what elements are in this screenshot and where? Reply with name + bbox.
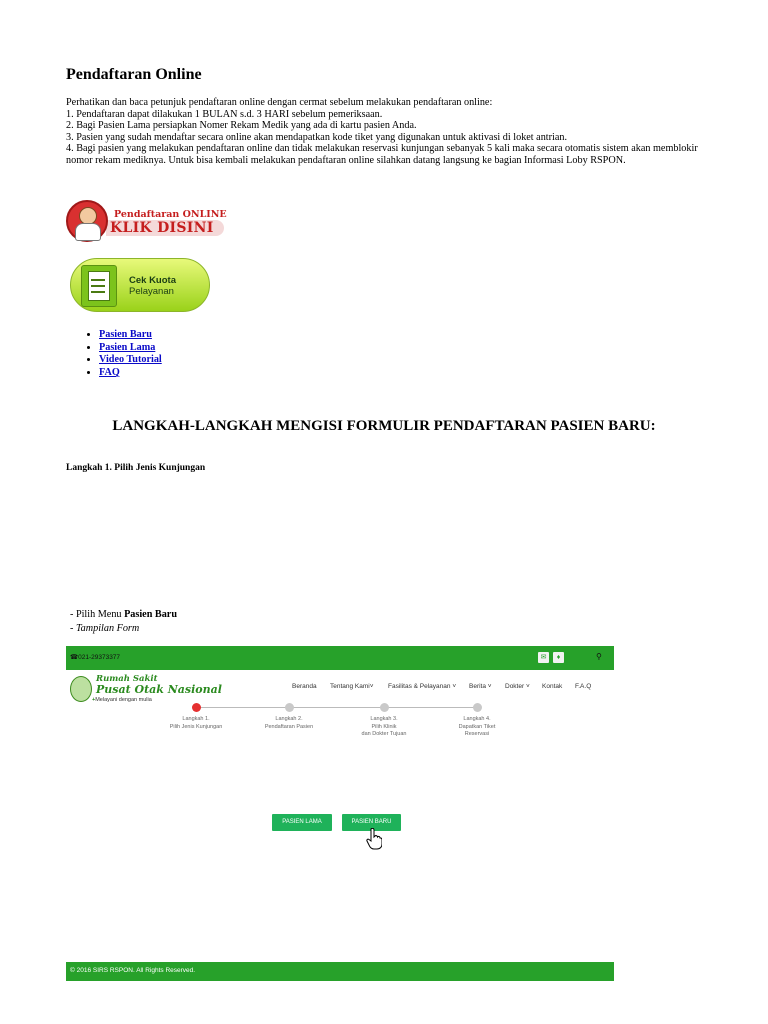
intro-line: 2. Bagi Pasien Lama persiapkan Nomer Rekam Medik yang ada di kartu pasien Anda.: [66, 120, 417, 132]
nav-dokter[interactable]: Dokter ˅: [505, 683, 530, 690]
phone-number: ☎021-29373377: [70, 654, 121, 661]
nav-faq[interactable]: F.A.Q: [575, 683, 592, 690]
page-title: Pendaftaran Online: [66, 66, 202, 83]
step-2-dot: [285, 703, 294, 712]
embedded-screenshot: [66, 646, 614, 982]
intro-line: 4. Bagi pasien yang melakukan pendaftaran online dan tidak melakukan reservasi kunjungan sebanyak 5 kali maka secara otomatis sistem akan memblokir nomor rekam mediknya. Untuk bisa kembali melakukan pendaftaran online silahkan datang langsung ke bagian Informasi Loby RSPON.: [66, 143, 698, 166]
nav-fasilitas[interactable]: Fasilitas & Pelayanan ˅: [388, 683, 457, 690]
menu-bold: Pasien Baru: [124, 609, 177, 620]
banner-online-line1: Pendaftaran ONLINE: [114, 209, 227, 220]
document-icon: [81, 265, 117, 307]
step-3-dot: [380, 703, 389, 712]
logo-line2: Pusat Otak Nasional: [96, 683, 222, 696]
pasien-lama-button[interactable]: PASIEN LAMA: [272, 814, 332, 831]
mail-icon[interactable]: ✉: [538, 652, 549, 663]
progress-line: [198, 707, 481, 708]
pasien-baru-button[interactable]: PASIEN BARU: [342, 814, 401, 831]
banner-kuota-line1: Cek Kuota: [129, 275, 176, 286]
pendaftaran-online-banner[interactable]: [66, 198, 227, 244]
link-faq[interactable]: FAQ: [99, 367, 120, 379]
logo-tagline: +Melayani dengan mulia: [92, 697, 152, 703]
doctor-icon: [66, 200, 108, 242]
logo-line1: Rumah Sakit: [96, 674, 158, 684]
form-label: - Tampilan Form: [70, 623, 140, 634]
screenshot-footer: [66, 962, 614, 981]
search-icon[interactable]: ⚲: [596, 652, 602, 661]
step-1-dot: [192, 703, 201, 712]
link-video-tutorial[interactable]: Video Tutorial: [99, 354, 162, 366]
link-pasien-lama[interactable]: Pasien Lama: [99, 341, 156, 353]
intro-text: [66, 97, 706, 167]
link-list: [80, 329, 162, 380]
nav-tentang-kami[interactable]: Tentang Kami˅: [330, 683, 374, 690]
hand-cursor-icon: [366, 828, 382, 850]
cek-kuota-banner[interactable]: [70, 258, 210, 312]
step-3-label: Langkah 3. Pilih Klinik dan Dokter Tujuan: [361, 716, 407, 737]
hospital-logo-icon: [70, 676, 92, 702]
intro-line: 1. Pendaftaran dapat dilakukan 1 BULAN s.d. 3 HARI sebelum pemeriksaan.: [66, 108, 383, 120]
menu-instructions: [70, 608, 177, 636]
steps-title: LANGKAH-LANGKAH MENGISI FORMULIR PENDAFTARAN PASIEN BARU:: [112, 418, 656, 434]
intro-line: Perhatikan dan baca petunjuk pendaftaran online dengan cermat sebelum melakukan pendaftaran online:: [66, 97, 493, 108]
step-4-dot: [473, 703, 482, 712]
banner-online-line2: KLIK DISINI: [110, 220, 214, 236]
step-2-label: Langkah 2. Pendaftaran Pasien: [264, 716, 314, 730]
nav-beranda[interactable]: Beranda: [292, 683, 317, 690]
langkah-1-heading: Langkah 1. Pilih Jenis Kunjungan: [66, 463, 206, 473]
banner-kuota-line2: Pelayanan: [129, 286, 174, 297]
step-4-label: Langkah 4. Dapatkan Tiket Reservasi: [458, 716, 496, 737]
twitter-icon[interactable]: ♦: [553, 652, 564, 663]
screenshot-topbar: [66, 646, 614, 670]
menu-prefix: - Pilih Menu: [70, 609, 125, 620]
intro-line: 3. Pasien yang sudah mendaftar secara online akan mendapatkan kode tiket yang digunakan untuk aktivasi di loket antrian.: [66, 131, 568, 143]
link-pasien-baru[interactable]: Pasien Baru: [99, 329, 152, 340]
step-1-label: Langkah 1. Pilih Jenis Kunjungan: [169, 716, 223, 730]
nav-kontak[interactable]: Kontak: [542, 683, 563, 690]
nav-berita[interactable]: Berita ˅: [469, 683, 492, 690]
footer-copyright: © 2016 SIRS RSPON. All Rights Reserved.: [70, 967, 196, 974]
